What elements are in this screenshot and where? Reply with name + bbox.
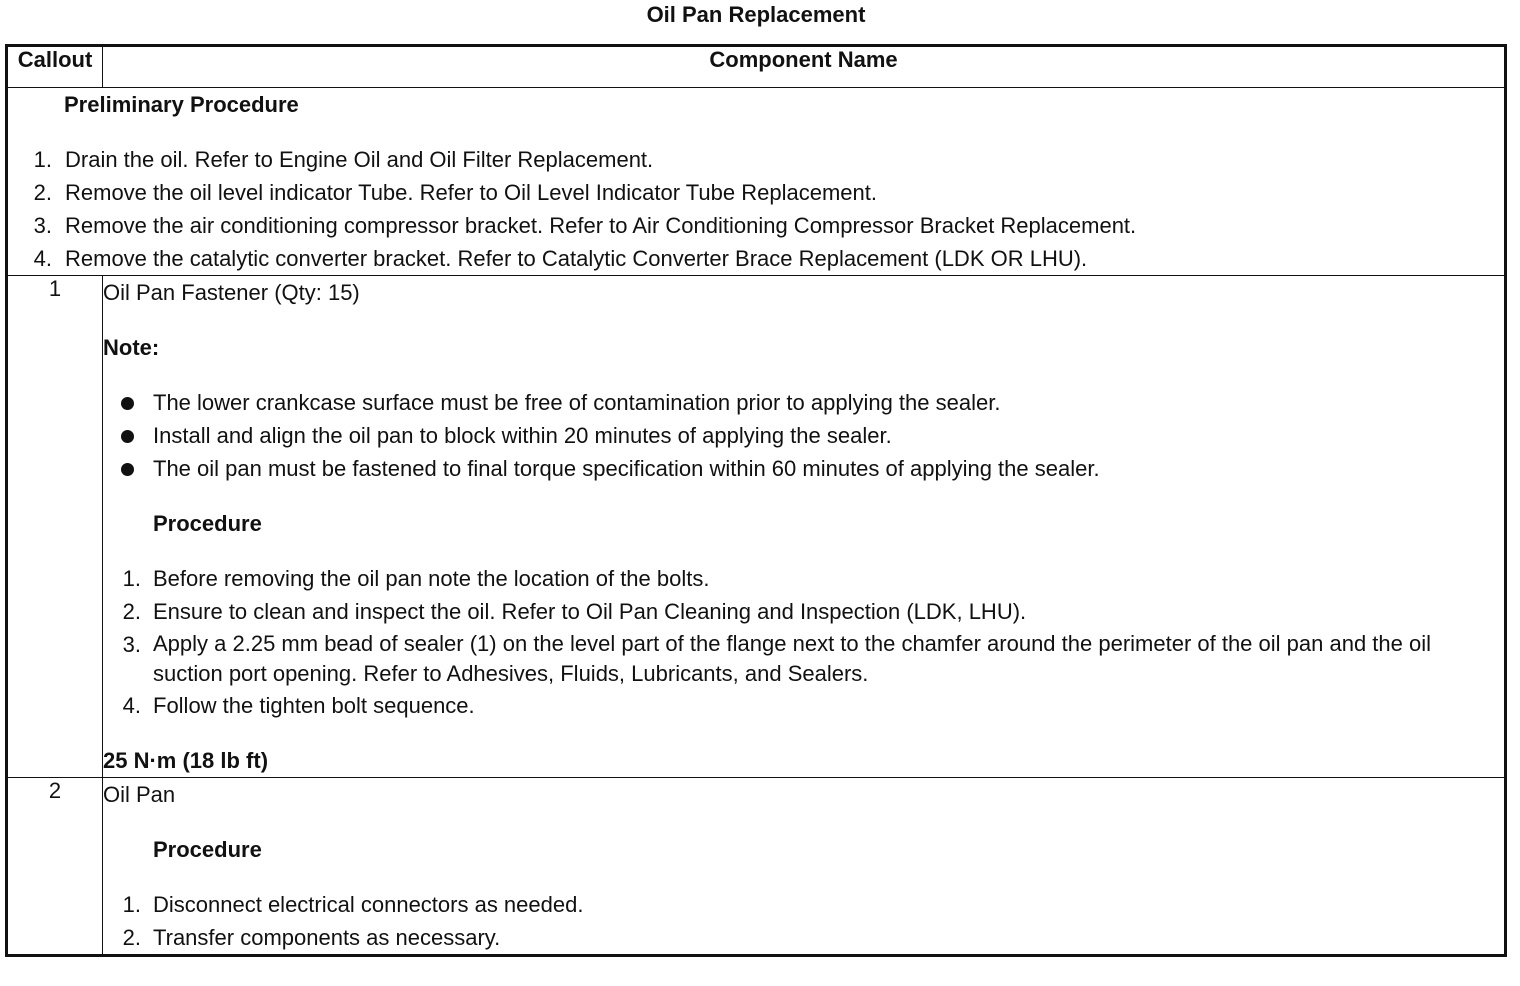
step-text: Remove the air conditioning compressor bracket. Refer to Air Conditioning Compressor Bracket Replacement. (65, 213, 1137, 238)
note-text: Install and align the oil pan to block within 20 minutes of applying the sealer. (153, 423, 892, 448)
step-number: 3. (122, 632, 141, 657)
note-text: The oil pan must be fastened to final torque specification within 60 minutes of applying the sealer. (153, 456, 1100, 481)
step-text: Ensure to clean and inspect the oil. Refer to Oil Pan Cleaning and Inspection (LDK, LHU). (153, 599, 1027, 624)
step-text: Remove the oil level indicator Tube. Refer to Oil Level Indicator Tube Replacement. (65, 180, 877, 205)
component-name: Oil Pan Fastener (Qty: 15) (103, 280, 360, 305)
preliminary-heading: Preliminary Procedure (64, 92, 299, 117)
table-header-row (7, 46, 1506, 88)
list-item (103, 452, 1504, 485)
torque-spec: 25 N·m (18 lb ft) (103, 748, 269, 773)
step-number: 3. (33, 213, 52, 238)
callout-number: 2 (7, 778, 103, 956)
step-text: Remove the catalytic converter bracket. Refer to Catalytic Converter Brace Replacement (LDK OR LHU). (65, 246, 1088, 271)
table-row (7, 778, 1506, 956)
step-number: 2. (122, 599, 141, 624)
procedure-table (5, 44, 1507, 957)
bullet-icon (103, 452, 153, 485)
step-text: Drain the oil. Refer to Engine Oil and Oil Filter Replacement. (65, 147, 654, 172)
list-item (103, 562, 1504, 595)
list-item (103, 689, 1504, 722)
list-item (8, 242, 1504, 275)
procedure-heading: Procedure (153, 837, 262, 862)
component-name: Oil Pan (103, 782, 176, 807)
list-item (103, 419, 1504, 452)
list-item (103, 386, 1504, 419)
list-item (8, 143, 1504, 176)
step-number: 1. (122, 892, 141, 917)
step-number: 2. (33, 180, 52, 205)
procedure-list (103, 562, 1504, 722)
preliminary-row (7, 88, 1506, 276)
note-label: Note: (103, 335, 160, 360)
step-number: 2. (122, 925, 141, 950)
component-cell (103, 778, 1506, 956)
list-item (103, 595, 1504, 628)
list-item (103, 888, 1504, 921)
note-text: The lower crankcase surface must be free of contamination prior to applying the sealer. (153, 390, 1001, 415)
step-number: 1. (122, 566, 141, 591)
page-title: Oil Pan Replacement (646, 2, 866, 27)
list-item (8, 176, 1504, 209)
table-row (7, 276, 1506, 778)
procedure-list (103, 888, 1504, 954)
bullet-icon (103, 386, 153, 419)
preliminary-cell (7, 88, 1506, 276)
header-component-name: Component Name (103, 46, 1506, 88)
callout-number: 1 (7, 276, 103, 778)
list-item (103, 628, 1504, 689)
step-text: Follow the tighten bolt sequence. (153, 693, 475, 718)
step-text: Disconnect electrical connectors as needed. (153, 892, 584, 917)
step-text: Before removing the oil pan note the location of the bolts. (153, 566, 710, 591)
note-list (103, 386, 1504, 485)
list-item (8, 209, 1504, 242)
component-cell (103, 276, 1506, 778)
step-number: 1. (33, 147, 52, 172)
step-text: Apply a 2.25 mm bead of sealer (1) on the level part of the flange next to the chamfer around the perimeter of the oil pan and the oil suction port opening. Refer to Adhesives, Fluids, Lubricants, and Sealers. (153, 631, 1431, 686)
bullet-icon (103, 419, 153, 452)
step-text: Transfer components as necessary. (153, 925, 501, 950)
step-number: 4. (122, 693, 141, 718)
header-callout: Callout (7, 46, 103, 88)
step-number: 4. (33, 246, 52, 271)
procedure-heading: Procedure (153, 511, 262, 536)
list-item (103, 921, 1504, 954)
